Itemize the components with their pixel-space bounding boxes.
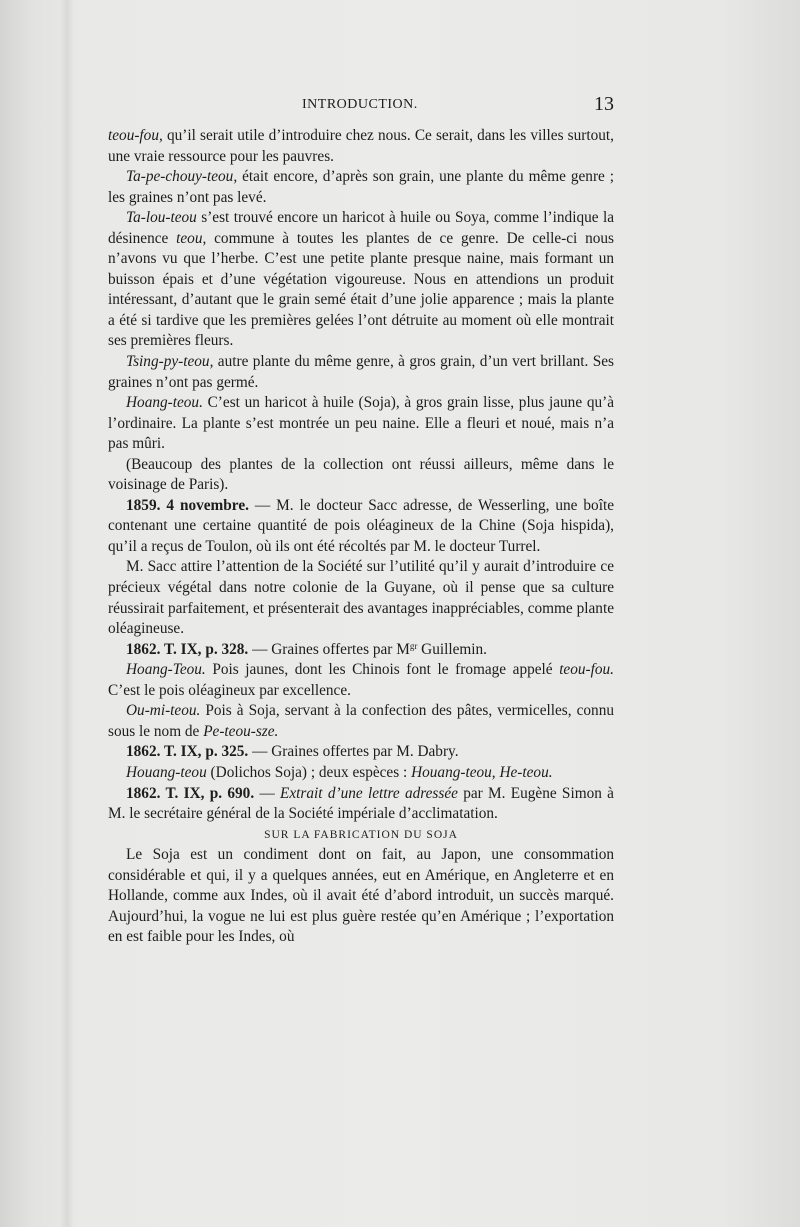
paragraph-text: — — [254, 784, 281, 802]
plant-name: Hoang-teou. — [126, 394, 203, 412]
page-header — [108, 95, 614, 117]
paragraph-tsing-py-teou — [108, 352, 614, 393]
page-number: 13 — [594, 93, 614, 115]
paragraph-text: commune à toutes les plantes de ce genre. De celle-ci nous n’avons vu que l’herbe. C’est une petite plante presque naine, mais formant un buisson épais et d’une végétation vigoureuse. Nous en attendions un produit intéressant, d’autant que le grain semé était d’une jolie apparence ; mais la plante a été si tardive que les premières gelées l’ont détruite au moment où elle montrait ses premières fleurs. — [108, 229, 614, 350]
paragraph-text: Pois jaunes, dont les Chinois font le fromage appelé — [205, 661, 560, 679]
paragraph-text: Pois à Soja, servant à la confection des pâtes, vermicelles, connu sous le nom de — [108, 702, 614, 740]
plant-name: Ou-mi-teou. — [126, 702, 201, 720]
paragraph-text: par M. Eugène Simon à M. le secrétaire général de la Société impériale d’acclimatation. — [108, 784, 614, 823]
paragraph-hoang-teou — [108, 393, 614, 455]
paragraph-text: C’est un haricot à huile (Soja), à gros grain lisse, plus jaune qu’à l’ordinaire. La plante s’est montrée un peu naine. Elle a fleuri et noué, mais n’a pas mûri. — [108, 394, 614, 453]
paragraph-text: était encore, d’après son grain, une plante du même genre ; les graines n’ont pas levé. — [108, 168, 614, 206]
paragraph-text: (Dolichos Soja) ; deux espèces : — [206, 763, 412, 781]
plant-name: Houang-teou — [126, 763, 207, 781]
page-body — [108, 126, 614, 948]
paragraph-text: — Graines offertes par M. Dabry. — [248, 743, 459, 761]
paragraph-ou-mi-teou — [108, 701, 614, 742]
paragraph-text: Guillemin. — [417, 640, 488, 658]
paragraph-text: M. Sacc attire l’attention de la Société sur l’utilité qu’il y aurait d’introduire ce précieux végétal dans notre colonie de la Guyane, où il pense que sa culture réussirait parfaitement, et présenterait des avantages inappréciables, comme plante oléagineuse. — [108, 558, 614, 638]
paragraph-teou-fou — [108, 126, 614, 167]
date-reference: 1862. T. IX, p. 690. — [126, 784, 255, 802]
paragraph-ta-pe-chouy-teou — [108, 167, 614, 208]
section-title: SUR LA FABRICATION DU SOJA — [264, 828, 458, 841]
date-reference: 1862. T. IX, p. 325. — [126, 743, 249, 761]
letter-title: Extrait d’une lettre adressée — [280, 784, 458, 802]
plant-name: Hoang-Teou. — [126, 661, 206, 679]
plant-name: teou-fou, — [108, 127, 163, 144]
paragraph-1862-p325 — [108, 742, 614, 763]
paragraph-1862-p328 — [108, 640, 614, 661]
running-title: INTRODUCTION. — [302, 97, 418, 112]
paragraph-sacc-guyane — [108, 557, 614, 639]
paragraph-note-collection — [108, 455, 614, 496]
plant-name: Ta-pe-chouy-teou, — [126, 168, 238, 186]
date-reference: 1859. 4 novembre. — [126, 496, 249, 514]
paragraph-houang-teou — [108, 763, 614, 784]
superscript: gr — [409, 640, 418, 651]
plant-name: Ta-lou-teou — [126, 209, 197, 227]
paragraph-text: autre plante du même genre, à gros grain, d’un vert brillant. Ses graines n’ont pas germé. — [108, 353, 614, 391]
paragraph-text: qu’il serait utile d’introduire chez nous. Ce serait, dans les villes surtout, une vraie ressource pour les pauvres. — [108, 127, 614, 165]
paragraph-text: C’est le pois oléagineux par excellence. — [108, 681, 351, 699]
paragraph-ta-lou-teou — [108, 208, 614, 352]
plant-name: teou-fou. — [559, 661, 614, 679]
suffix-term: teou, — [176, 229, 207, 247]
paragraph-hoang-teou-pois-jaunes — [108, 660, 614, 701]
plant-name: Pe-teou-sze. — [203, 722, 279, 740]
paragraph-text: — Graines offertes par M — [248, 640, 410, 658]
paragraph-text: (Beaucoup des plantes de la collection ont réussi ailleurs, même dans le voisinage de Paris). — [108, 455, 614, 494]
paragraph-text: Le Soja est un condiment dont on fait, au Japon, une consommation considérable et qui, il y a quelques années, eut en Amérique, en Angleterre et en Hollande, comme aux Indes, où il avait été d’abord introduit, un succès marqué. Aujourd’hui, la vogue ne lui est plus guère restée qu’en Amérique ; l’exportation en est faible pour les Indes, où — [108, 846, 614, 946]
paragraph-soja-condiment — [108, 845, 614, 948]
paragraph-text: s’est trouvé encore un haricot à huile ou Soya, comme l’indique la désinence — [108, 209, 614, 247]
paragraph-1859-entry — [108, 496, 614, 558]
date-reference: 1862. T. IX, p. 328. — [126, 640, 249, 658]
paragraph-text: — M. le docteur Sacc adresse, de Wesserling, une boîte contenant une certaine quantité de pois oléagineux de la Chine (Soja hispida), qu’il a reçus de Toulon, où ils ont été récoltés par M. le docteur Turrel. — [108, 496, 614, 555]
plant-name: Houang-teou, He-teou. — [411, 763, 553, 781]
page-gutter-shadow — [60, 0, 74, 1227]
plant-name: Tsing-py-teou, — [126, 353, 214, 371]
paragraph-1862-p690 — [108, 784, 614, 825]
